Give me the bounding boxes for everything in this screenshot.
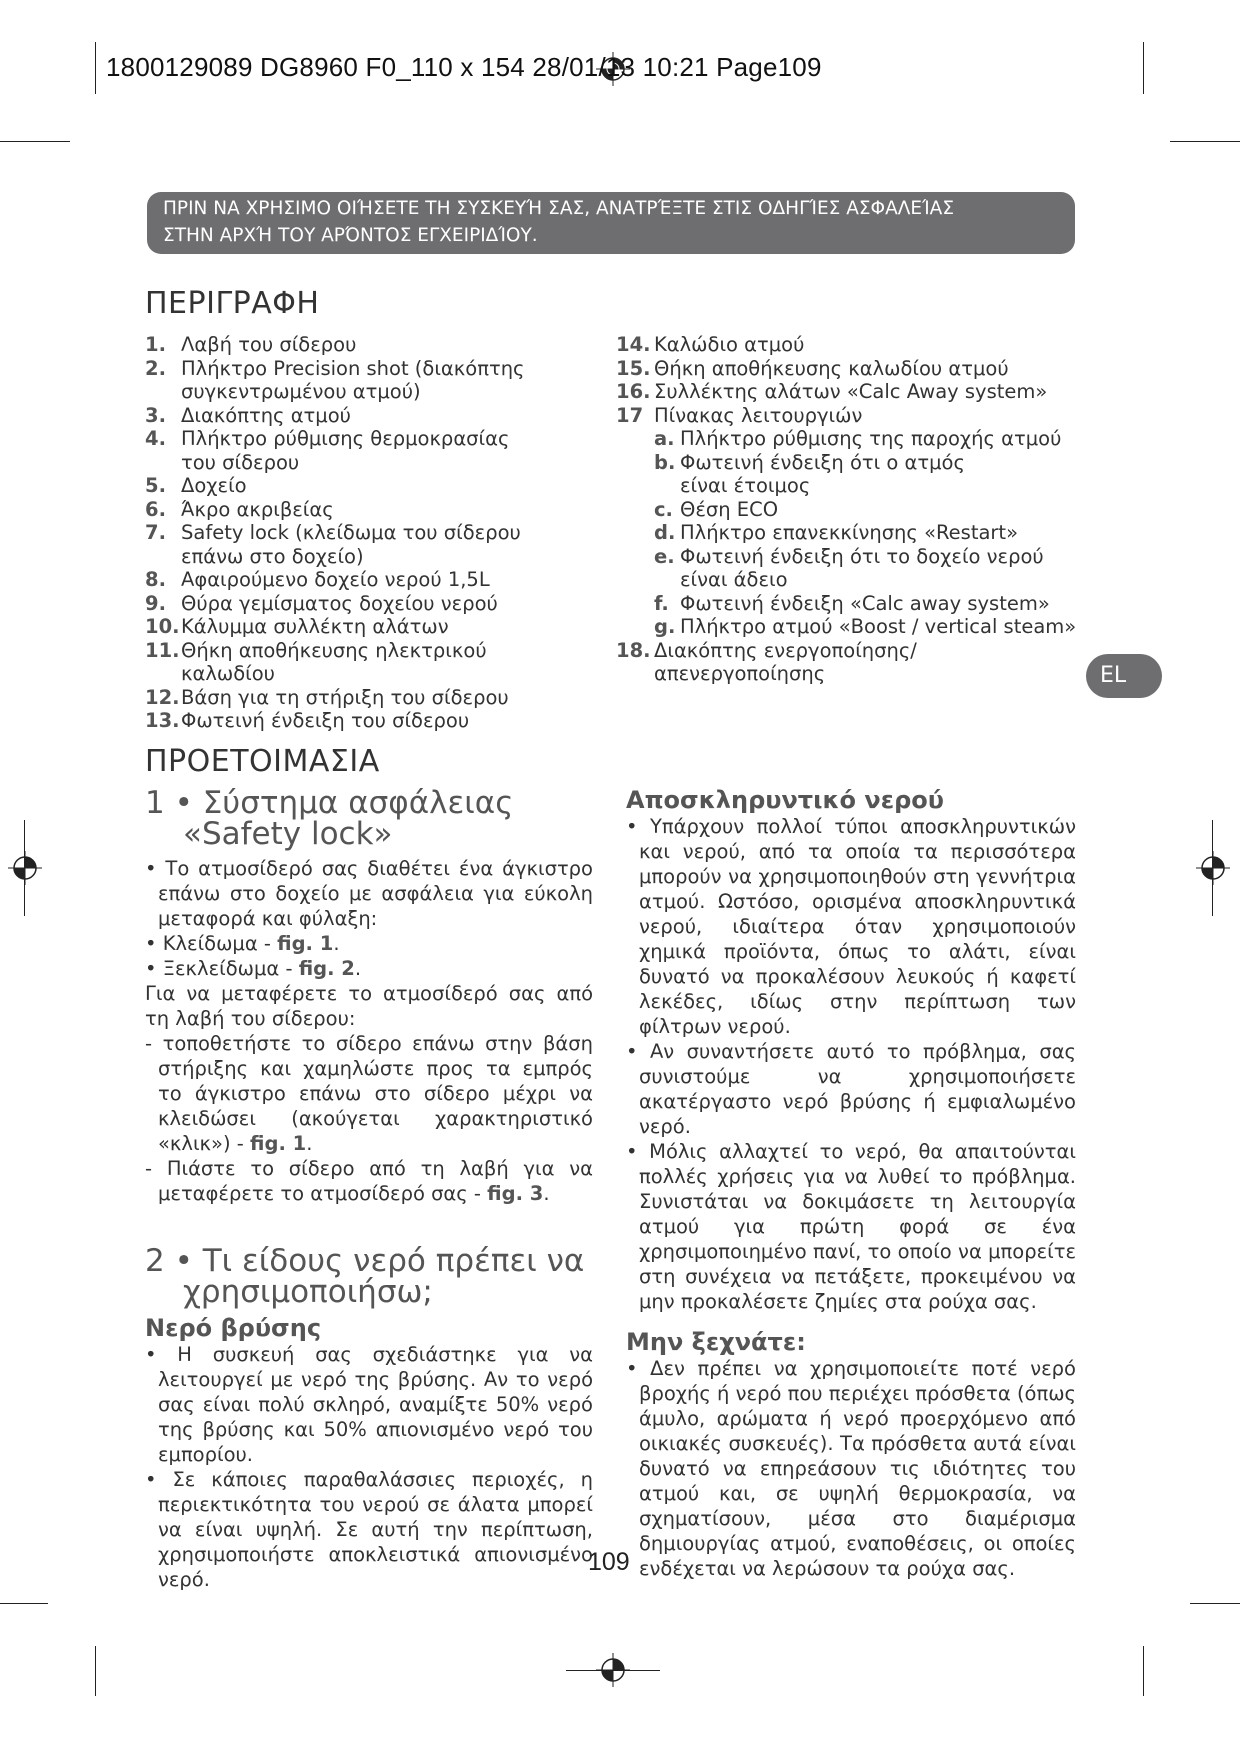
sub-item: [654, 521, 1072, 545]
preparation-title: ΠΡΟΕΤΟΙΜΑΣΙΑ: [145, 744, 380, 779]
item-text: Λαβή του σίδερου: [181, 333, 357, 356]
paragraph: • Μόλις αλλαχτεί το νερό, θα απαιτούνται πολλές χρήσεις για να λυθεί το πρόβλημα. Συνιστάται να δοκιμάσετε τη λειτουργία ατμού για πρώτη φορά σε ένα χρησιμοποιημένο πανί, το οποίο να μπορείτε στη συνέχεια να πετάξετε, προκειμένου να μην προκαλέσετε ζημίες στα ρούχα σας.: [626, 1140, 1076, 1313]
list-item: [145, 474, 585, 498]
sub-text: Θέση ECO: [680, 497, 779, 521]
item-text: Διακόπτης ενεργοποίησης/απενεργοποίησης: [654, 638, 917, 685]
item-number: 2.: [145, 356, 166, 380]
list-item: [616, 333, 1072, 357]
item-text: Φωτεινή ένδειξη του σίδερου: [181, 709, 470, 732]
list-item: [145, 709, 585, 733]
crop-mark: [95, 1646, 96, 1696]
crop-mark: [566, 1670, 660, 1671]
paragraph: • Δεν πρέπει να χρησιμοποιείτε ποτέ νερό βροχής ή νερό που περιέχει πρόσθετα (όπως άμυλο, αρώματα ή νερό προερχόμενο από οικιακές συσκευές). Τα πρόσθετα αυτά είναι δυνατό να επηρεάσουν τις ιδιότητες του ατμού και, σε υψηλή θερμοκρασία, να σχηματίσουν, μέσα στο διαμέρισμα δημιουργίας ατμού, εναποθέσεις, οι οποίες ενδέχεται να λερώσουν τα ρούχα σας.: [626, 1357, 1076, 1580]
item-text: Safety lock (κλείδωμα του σίδερου επάνω στο δοχείο): [181, 521, 521, 568]
item-text: Θύρα γεμίσματος δοχείου νερού: [181, 591, 498, 615]
item-number: 7.: [145, 521, 166, 544]
list-item: [145, 427, 585, 474]
crop-mark: [0, 1603, 48, 1604]
item-text: Διακόπτης ατμού: [181, 403, 351, 427]
preparation-right-column: [626, 786, 1076, 1581]
description-title: ΠΕΡΙΓΡΑΦΗ: [145, 286, 320, 321]
paragraph-text: - Πιάστε το σίδερο από τη λαβή για να μεταφέρετε το ατμοσίδερό σας -: [145, 1157, 593, 1205]
item-text: Πίνακας λειτουργιών: [654, 403, 863, 427]
tap-water-body: [145, 1342, 593, 1592]
item-number: 10.: [145, 615, 180, 638]
paragraph: [145, 1156, 593, 1206]
sub-text: Φωτεινή ένδειξη «Calc away system»: [680, 591, 1050, 615]
sub-letter: g.: [654, 615, 676, 638]
preparation-left-column: [145, 785, 593, 1592]
paragraph: • Σε κάποιες παραθαλάσσιες περιοχές, η περιεκτικότητα του νερού σε άλατα μπορεί να είναι υψηλή. Σε αυτή την περίπτωση, χρησιμοποιήστε αποκλειστικά απιονισμένο νερό.: [145, 1468, 593, 1591]
sub-letter: e.: [654, 544, 675, 568]
registration-mark-icon: [1196, 851, 1230, 885]
item-text: Καλώδιο ατμού: [654, 333, 805, 356]
sub-text: Φωτεινή ένδειξη ότι ο ατμός είναι έτοιμος: [680, 450, 965, 497]
list-item: [616, 357, 1072, 381]
item-text: Βάση για τη στήριξη του σίδερου: [181, 685, 509, 709]
description-list-left: [145, 333, 585, 733]
item-number: 1.: [145, 333, 166, 356]
remember-body: [626, 1356, 1076, 1581]
paragraph: [145, 956, 593, 981]
item-number: 15.: [616, 356, 651, 380]
crop-mark: [1190, 1603, 1240, 1604]
descaler-heading: Αποσκληρυντικό νερού: [626, 786, 944, 814]
sub-letter: a.: [654, 427, 675, 450]
item-number: 14.: [616, 333, 651, 356]
list-item: [145, 615, 585, 639]
list-item: [145, 404, 585, 428]
tap-water-heading: Νερό βρύσης: [145, 1314, 322, 1342]
item-text: Άκρο ακριβείας: [181, 497, 334, 521]
sub-text: Φωτεινή ένδειξη ότι το δοχείο νερού είναι άδειο: [680, 544, 1044, 591]
list-item: [145, 592, 585, 616]
item-text: Κάλυμμα συλλέκτη αλάτων: [181, 615, 449, 638]
sub-text: Πλήκτρο ρύθμισης της παροχής ατμού: [680, 427, 1062, 450]
sub-letter: c.: [654, 497, 673, 521]
period: .: [306, 1132, 313, 1155]
list-item: [145, 686, 585, 710]
crop-mark: [0, 141, 70, 142]
list-item: [145, 568, 585, 592]
descaler-body: [626, 814, 1076, 1314]
sub-item: [654, 545, 1072, 592]
item-number: 8.: [145, 568, 166, 591]
list-item: [145, 333, 585, 357]
item-number: 18.: [616, 638, 651, 662]
paragraph: Για να μεταφέρετε το ατμοσίδερό σας από τη λαβή του σίδερου:: [145, 982, 593, 1030]
item-text: Πλήκτρο ρύθμισης θερμοκρασίας του σίδερου: [181, 427, 510, 474]
crop-mark: [95, 42, 96, 94]
list-item: [145, 498, 585, 522]
paragraph-text: • Κλείδωμα -: [145, 932, 278, 955]
language-tab: EL: [1086, 654, 1162, 698]
paragraph: • Υπάρχουν πολλοί τύποι αποσκληρυντικών και νερού, από τα οποία τα περισσότερα μπορούν να χρησιμοποιηθούν στη γεννήτρια ατμού. Ωστόσο, ορισμένα αποσκληρυντικά νερού, ιδιαίτερα όταν χρησιμοποιούν χημικά προϊόντα, όπως το αλάτι, είναι δυνατό να προκαλέσουν λευκούς ή καφετί λεκέδες, ιδίως στην περίπτωση των φίλτρων νερού.: [626, 815, 1076, 1038]
sub-item: [654, 615, 1077, 639]
figure-reference: fig. 2: [298, 957, 355, 980]
sub-item: [654, 427, 1072, 451]
item-text: Πλήκτρο Precision shot (διακόπτης συγκεντρωμένου ατμού): [181, 356, 525, 403]
period: .: [354, 957, 362, 980]
section-1-body: [145, 856, 593, 1206]
list-item: [616, 404, 1072, 428]
item-text: Θήκη αποθήκευσης ηλεκτρικού καλωδίου: [181, 638, 487, 685]
paragraph-text: - τοποθετήστε το σίδερο επάνω στην βάση στήριξης και χαμηλώστε προς τα εμπρός το άγκιστρο επάνω στο σίδερο μέχρι να κλειδώσει (ακούγεται χαρακτηριστικό «κλικ») -: [145, 1032, 593, 1155]
item-number: 17: [616, 403, 644, 427]
list-item: [145, 639, 585, 686]
banner-line: ΣΤΗΝ ΑΡΧΉ ΤΟΥ ΑΡΌΝΤΟΣ ΕΓΧΕΙΡΙΔΊΟΥ.: [163, 225, 538, 246]
item-text: Συλλέκτης αλάτων «Calc Away system»: [654, 380, 1048, 403]
sub-item: [654, 451, 1072, 498]
section-2-title: 2 • Τι είδους νερό πρέπει να χρησιμοποιήσω;: [145, 1243, 585, 1310]
description-list-right: [616, 333, 1077, 686]
item-number: 16.: [616, 380, 651, 403]
sub-item: [654, 592, 1072, 616]
sub-letter: b.: [654, 450, 676, 474]
crop-mark: [1212, 820, 1213, 916]
crop-mark: [1143, 42, 1144, 94]
paragraph: • Η συσκευή σας σχεδιάστηκε για να λειτουργεί με νερό της βρύσης. Αν το νερό σας είναι πολύ σκληρό, αναμίξτε 50% νερό της βρύσης και 50% απιονισμένο νερό του εμπορίου.: [145, 1343, 593, 1466]
figure-reference: fig. 1: [250, 1132, 307, 1155]
banner-line: ΠΡΙΝ ΝΑ ΧΡΗΣΙΜΟ ΟΙΉΣΕΤΕ ΤΗ ΣΥΣΚΕΥΉ ΣΑΣ, ΑΝΑΤΡΈΞΤΕ ΣΤΙΣ ΟΔΗΓΊΕΣ ΑΣΦΑΛΕΊΑΣ: [163, 198, 955, 219]
sub-letter: f.: [654, 591, 669, 615]
sub-text: Πλήκτρο ατμού «Boost / vertical steam»: [680, 615, 1077, 638]
paragraph: • Αν συναντήσετε αυτό το πρόβλημα, σας συνιστούμε να χρησιμοποιήσετε ακατέργαστο νερό βρύσης ή εμφιαλωμένο νερό.: [626, 1040, 1076, 1138]
item-number: 4.: [145, 427, 166, 450]
list-item: [616, 380, 1072, 404]
registration-mark-icon: [8, 851, 42, 885]
paragraph-text: • Ξεκλείδωμα -: [145, 957, 299, 980]
list-item: [616, 639, 1072, 686]
list-item: [145, 357, 585, 404]
item-text: Δοχείο: [181, 474, 247, 497]
crop-mark: [1143, 1646, 1144, 1696]
figure-reference: fig. 3: [487, 1182, 544, 1205]
crop-mark: [1170, 141, 1240, 142]
item-number: 6.: [145, 497, 166, 521]
paragraph: [145, 931, 593, 956]
sub-item: [654, 498, 1072, 522]
remember-heading: Μην ξεχνάτε:: [626, 1328, 806, 1356]
sub-text: Πλήκτρο επανεκκίνησης «Restart»: [680, 521, 1019, 544]
item-number: 13.: [145, 709, 180, 732]
section-1-title: 1 • Σύστημα ασφάλειας «Safety lock»: [145, 785, 514, 852]
sub-list: [616, 427, 1077, 639]
period: .: [543, 1182, 550, 1205]
safety-banner: [147, 192, 1075, 254]
item-number: 9.: [145, 591, 166, 615]
item-text: Αφαιρούμενο δοχείο νερού 1,5L: [181, 568, 490, 591]
sub-letter: d.: [654, 521, 676, 544]
item-text: Θήκη αποθήκευσης καλωδίου ατμού: [654, 356, 1009, 380]
list-item: [145, 521, 585, 568]
page-number: 109: [588, 1548, 630, 1576]
item-number: 11.: [145, 638, 180, 662]
period: .: [333, 932, 340, 955]
paragraph: • Το ατμοσίδερό σας διαθέτει ένα άγκιστρο επάνω στο δοχείο με ασφάλεια για εύκολη μεταφορά και φύλαξη:: [145, 857, 593, 930]
item-number: 5.: [145, 474, 166, 497]
item-number: 12.: [145, 685, 180, 709]
figure-reference: fig. 1: [277, 932, 334, 955]
print-header: 1800129089 DG8960 F0_110 x 154 28/01/13 10:21 Page109: [106, 52, 822, 82]
paragraph: [145, 1031, 593, 1156]
item-number: 3.: [145, 403, 166, 427]
crop-mark: [24, 820, 25, 916]
